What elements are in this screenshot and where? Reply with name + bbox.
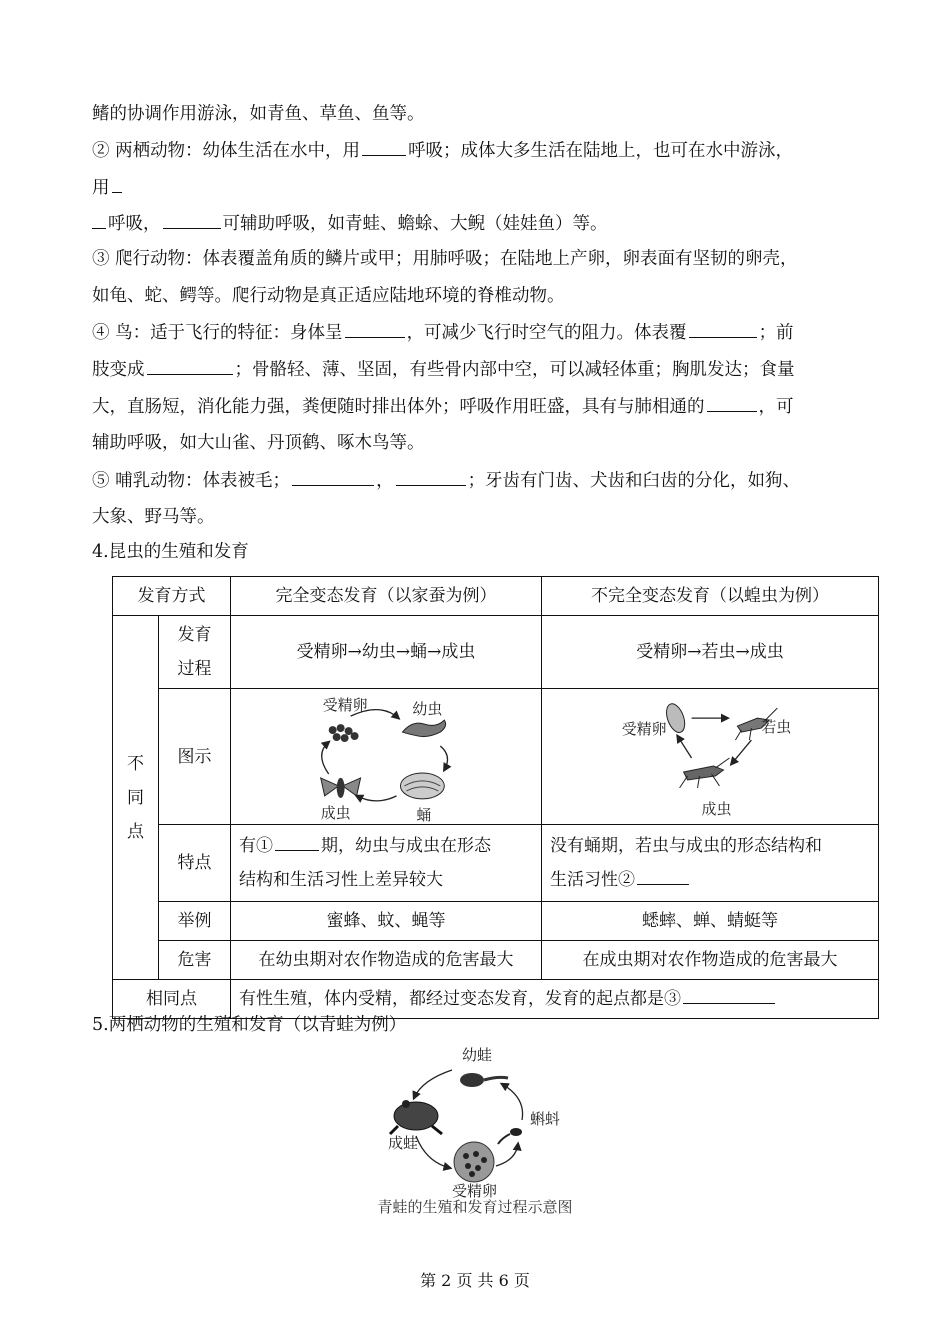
- page-footer: 第 2 页 共 6 页: [420, 1271, 530, 1290]
- text-line-4: [92, 211, 608, 236]
- text: 可辅助呼吸，如青蛙、蟾蜍、大鲵（娃娃鱼）等。: [222, 214, 608, 234]
- diagram-label-adult: 成虫: [320, 803, 351, 822]
- table-row: [113, 616, 879, 689]
- egg-mass-icon: [454, 1142, 494, 1182]
- text: 肢变成: [92, 360, 145, 380]
- arrow-icon: [322, 742, 329, 774]
- feature-complete: [231, 825, 542, 902]
- answer-blank[interactable]: [362, 138, 406, 156]
- text: 生活习性②: [550, 870, 635, 890]
- answer-blank[interactable]: [92, 211, 106, 229]
- table-row: [113, 689, 879, 825]
- answer-blank[interactable]: [112, 175, 122, 193]
- text-line-1: [92, 102, 425, 126]
- diagram-label-larva: 幼虫: [412, 699, 443, 718]
- process-incomplete: 受精卵→若虫→成虫: [542, 616, 879, 689]
- text: ；牙齿有门齿、犬齿和臼齿的分化，如狗、: [467, 471, 801, 491]
- arrow-icon: [440, 746, 447, 770]
- arrow-icon: [678, 736, 692, 758]
- table-row: [113, 902, 879, 941]
- process-complete: 受精卵→幼虫→蛹→成虫: [231, 616, 542, 689]
- text: ④ 鸟：适于飞行的特征：身体呈: [92, 323, 343, 343]
- text-line-3: [92, 175, 124, 200]
- example-label: 举例: [159, 902, 231, 941]
- answer-blank[interactable]: [163, 211, 221, 229]
- text: ③ 爬行动物：体表覆盖角质的鳞片或甲；用肺呼吸；在陆地上产卵，卵表面有坚韧的卵壳，: [92, 249, 798, 269]
- text: ；前: [758, 323, 794, 343]
- text: 有性生殖，体内受精，都经过变态发育，发育的起点都是③: [239, 989, 681, 1009]
- egg-cluster-icon: [329, 724, 359, 742]
- answer-blank[interactable]: [345, 320, 405, 338]
- table-row: [113, 825, 879, 902]
- arrow-icon: [496, 1144, 518, 1166]
- table-row: [113, 577, 879, 616]
- process-label: 发育过程: [159, 616, 231, 689]
- answer-blank[interactable]: [637, 867, 689, 885]
- section-5-title: 5.两栖动物的生殖和发育（以青蛙为例）: [92, 1015, 407, 1035]
- answer-blank[interactable]: [275, 833, 319, 851]
- diagram-label-adult: 成虫: [701, 799, 732, 818]
- text: 辅助呼吸，如大山雀、丹顶鹤、啄木鸟等。: [92, 433, 425, 453]
- arrow-icon: [502, 1084, 523, 1120]
- table-header: 完全变态发育（以家蚕为例）: [231, 577, 542, 616]
- harm-label: 危害: [159, 941, 231, 980]
- diagram-label: 图示: [159, 689, 231, 825]
- answer-blank[interactable]: [689, 320, 757, 338]
- text: ；骨骼轻、薄、坚固，有些骨内部中空，可以减轻体重；胸肌发达；食量: [234, 360, 795, 380]
- text: 如龟、蛇、鳄等。爬行动物是真正适应陆地环境的脊椎动物。: [92, 286, 565, 306]
- frog-label-adult: 成蛙: [388, 1134, 419, 1152]
- feature-label: 特点: [159, 825, 231, 902]
- frog-label-egg: 受精卵: [452, 1182, 498, 1200]
- froglet-icon: [460, 1073, 508, 1087]
- text: 有①: [239, 836, 273, 856]
- diagram-label-pupa: 蛹: [416, 805, 432, 822]
- harm-complete: 在幼虫期对农作物造成的危害最大: [231, 941, 542, 980]
- silkworm-lifecycle-diagram: [231, 692, 541, 822]
- example-incomplete: 蟋蟀、蝉、蜻蜓等: [542, 902, 879, 941]
- text: 期，幼虫与成虫在形态: [321, 836, 491, 856]
- text: ，可减少飞行时空气的阻力。体表覆: [406, 323, 687, 343]
- text: 鳍的协调作用游泳，如青鱼、草鱼、鱼等。: [92, 104, 425, 124]
- moth-icon: [321, 777, 361, 797]
- arrow-icon: [414, 1070, 452, 1098]
- silkworm-diagram-cell: [231, 689, 542, 825]
- text-line-7: [92, 320, 794, 345]
- text: ，: [376, 471, 394, 491]
- text: 结构和生活习性上差异较大: [239, 870, 443, 890]
- table-header: 发育方式: [113, 577, 231, 616]
- answer-blank[interactable]: [292, 468, 374, 486]
- figure-caption: 青蛙的生殖和发育过程示意图: [377, 1198, 573, 1216]
- arrow-icon: [731, 740, 751, 764]
- answer-blank[interactable]: [707, 394, 757, 412]
- text: 大，直肠短，消化能力强，粪便随时排出体外；呼吸作用旺盛，具有与肺相通的: [92, 397, 705, 417]
- locust-adult-icon: [680, 757, 730, 787]
- text-line-9: [92, 394, 794, 419]
- text: ⑤ 哺乳动物：体表被毛；: [92, 471, 291, 491]
- text-line-8: [92, 357, 795, 382]
- diagram-label-egg: 受精卵: [621, 719, 667, 738]
- text-line-10: [92, 431, 425, 455]
- harm-incomplete: 在成虫期对农作物造成的危害最大: [542, 941, 879, 980]
- same-label: 相同点: [113, 980, 231, 1019]
- answer-blank[interactable]: [683, 986, 775, 1004]
- frog-label-froglet: 幼蛙: [462, 1046, 493, 1064]
- locust-lifecycle-diagram: [542, 692, 878, 822]
- insect-development-table: [112, 576, 879, 1019]
- text: 呼吸；成体大多生活在陆地上，也可在水中游泳，: [408, 141, 794, 161]
- text: 呼吸，: [108, 214, 161, 234]
- larva-icon: [402, 720, 445, 736]
- tadpole-icon: [498, 1128, 522, 1144]
- diagram-label-egg: 受精卵: [322, 695, 368, 714]
- diff-label: 不同点: [113, 616, 159, 980]
- frog-icon: [390, 1100, 442, 1134]
- section-4-title: 4.昆虫的生殖和发育: [92, 542, 249, 562]
- text-line-12: [92, 505, 215, 529]
- locust-diagram-cell: [542, 689, 879, 825]
- text: 用: [92, 178, 110, 198]
- answer-blank[interactable]: [147, 357, 233, 375]
- example-complete: 蜜蜂、蚊、蝇等: [231, 902, 542, 941]
- pupa-icon: [400, 772, 444, 798]
- table-header: 不完全变态发育（以蝗虫为例）: [542, 577, 879, 616]
- text: ② 两栖动物：幼体生活在水中，用: [92, 141, 361, 161]
- answer-blank[interactable]: [396, 468, 466, 486]
- text-line-5: [92, 247, 798, 271]
- text: ，可: [758, 397, 794, 417]
- egg-pod-icon: [663, 701, 688, 735]
- table-row: [113, 941, 879, 980]
- diagram-label-nymph: 若虫: [761, 717, 792, 736]
- feature-incomplete: [542, 825, 879, 902]
- text-line-6: [92, 284, 565, 308]
- text-line-2: [92, 138, 793, 163]
- text: 没有蛹期，若虫与成虫的形态结构和: [550, 836, 822, 856]
- arrow-icon: [357, 795, 397, 800]
- text: 大象、野马等。: [92, 507, 215, 527]
- frog-lifecycle-diagram: [370, 1040, 580, 1200]
- arrow-icon: [416, 1136, 450, 1168]
- text-line-11: [92, 468, 800, 493]
- frog-label-tadpole: 蝌蚪: [530, 1110, 561, 1128]
